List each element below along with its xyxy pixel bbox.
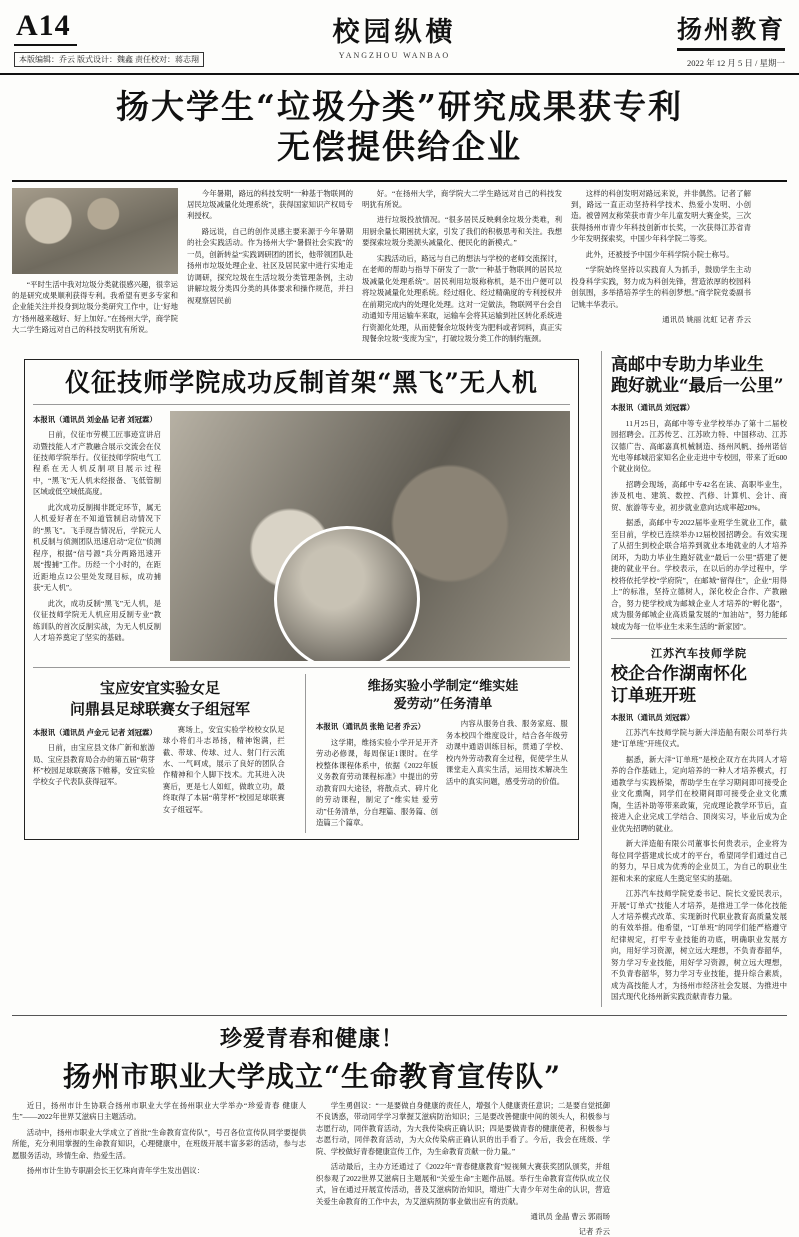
lead-headline-line1: 扬大学生“垃圾分类”研究成果获专利 [116, 87, 683, 126]
masthead [0, 0, 799, 75]
paragraph: 11月25日，高邮中等专业学校举办了第十二届校园招聘会。江苏传艺、江苏欧力特、中国移动、江苏汉德广告、高邮嘉真机械制造、扬州风帆、扬州诺信光电等邮城沿家知名企业走进中专校园，带来了近600个就业岗位。 [611, 418, 787, 474]
feature-substories [33, 674, 570, 833]
feature-photo-inset [274, 526, 420, 661]
masthead-right [535, 10, 785, 69]
page-number: A14 [14, 10, 77, 46]
paragraph: 赛场上，安宜实验学校校女队足球小将们斗志昂扬，精神饱满，拦截、带球、传球、过人、射门行云流水、一气呵成，展示了良好的团队合作精神和个人脚下技术。尤其进入决赛后，更是七人如虹，做敢立功，最终取得了本届“萌芽杯”校园足球联赛女子组冠军。 [162, 724, 285, 814]
paragraph: 据悉，新大洋“订单班”是校企双方在共同人才培养的合作基础上，定向培养的一种人才培养模式，打通教学与实践桥梁，帮助学生在学习期间即可接受企业文化熏陶，同学们在校期间即可接受企业文化熏陶，生活补助等带来政策，完成理论教学环节后，直接进入企业完成工学结合、顶岗实习，毕业后成为企业优先招聘的就业。 [611, 754, 787, 833]
feature-photo [170, 411, 570, 661]
bottom-signature-2: 记者 乔云 [578, 1227, 610, 1237]
lead-column-4 [571, 188, 751, 349]
paragraph: 进行垃圾投放情况。“很多居民反映剩余垃圾分类难，利用厨余量长期困扰大家，引发了我们的积极思考和关注。我想要探索垃圾分类源头减量化、便民化的新模式。” [362, 215, 562, 248]
paragraph: 据悉，高邮中专2022届毕业班学生就业工作，截至目前，学校已连续举办12届校园招聘会。有效实现了从招生到校企联合培养到就业本地就业的人才培养闭环，为助力毕业生跑好就业“最后一公里”搭建了便捷的就业平台。学校表示，在以后的办学过程中，学校将依托学校“学府院”，在邮城“留得住”，企业“用得上”的标准，坚持立德树人，深化校企合作、产教融合，努力使学校成为邮城企业人才培养的“孵化器”，成为服务邮城企业高质量发展的“加油站”，努力能邮城成为每一位毕业生未来生活的“新家园”。 [611, 518, 787, 631]
paragraph: 近日，扬州市计生协联合扬州市职业大学在扬州职业大学举办“珍爱青春 健康人生”——2022年世界艾滋病日主题活动。 [12, 1100, 306, 1122]
masthead-center [254, 10, 535, 60]
lead-signature: 通讯员 姚丽 沈虹 记者 乔云 [662, 315, 751, 325]
paragraph: 此次，成功反制“黑飞”无人机，是仪征技师学院无人机应用反制专业“教练训队的首次反制实战，为无人机反制人才培养奠定了坚实的基础。 [33, 598, 161, 643]
lead-column-3 [362, 188, 562, 349]
bottom-divider [12, 1015, 787, 1016]
substory-left-byline: 本报讯（通讯员 卢金元 记者 刘冠霖） [33, 727, 157, 737]
paragraph: 江苏汽车技师学院与新大洋造船有限公司举行共建“订单班”开班仪式。 [611, 727, 787, 749]
right-article2-body [611, 712, 787, 1003]
lead-headline [0, 75, 799, 174]
bottom-title-1: 珍爱青春和健康！ [219, 1025, 404, 1052]
divider [611, 638, 787, 639]
substory-mid-title-1: 维扬实验小学制定“维实娃 [367, 678, 519, 694]
bottom-title-2: 扬州市职业大学成立“生命教育宣传队” [62, 1059, 562, 1093]
paragraph: 这样的科创发明对路远来说，并非偶然。记者了解到，路远一直正动坚持科学技术、热爱小发明、小创造。被曾网友称荣获市青少年儿童发明大赛金奖，三次获得扬州市青少年科技创新市长奖，一次获得江苏省青少年发明探索奖，中国少年科学院二等奖。 [571, 188, 751, 244]
substory-left-title-2: 问鼎县足球联赛女子组冠军 [69, 700, 250, 719]
paragraph: 路远说，自己的创作灵感主要来源于今年暑期的社会实践活动。作为扬州大学“暑假社会实践”的一员，创新转益“实践调研团的团长，他带领团队赴扬州市垃圾处理企业、社区及居民家中进行实地走访调研，探究垃圾在生活垃圾分类管理条例，主动讲解垃圾分类四分类的具体要求和操作规范，并扫视观察居民前 [187, 226, 353, 305]
paragraph: 活动中，扬州市职业大学成立了首批“生命教育宣传队”，号召各位宣传队同学要提供所能，充分利用掌握的生命教育知识，心理健康中，在班级开展丰富多彩的活动，参与志愿服务活动，珍情生命、热爱生活。 [12, 1127, 306, 1160]
paragraph: 此外，还被授予中国少年科学院小院士称号。 [585, 249, 734, 259]
mid-section [0, 349, 799, 1007]
right-article1-byline: 本报讯（通讯员 刘冠霖） [611, 403, 695, 413]
paragraph: 日前，由宝应县文体广新和旅游局、宝应县教育局合办的第五届“萌芽杯”校园足球联赛落下帷幕，安宜实验学校女子代表队获得冠军。 [33, 743, 155, 787]
right-article1-title-2: 跑好就业“最后一公里” [611, 376, 784, 397]
paragraph: 学生勇倡议：“一是要做自身健康的责任人，增强个人健康责任意识；二是要自觉抵御不良诱惑，带动同学学习掌握艾滋病防治知识；三是要改善健康中间的领头人，积极参与志愿行动，同伴教育活动，为大我传染病正确认识；四是要做青春的健康使者，积极参与志愿行动，同伴教育活动，为大众传染病正确认识的出手看了。今后，我会在班级、学院、学校做好青春健康宣传工作，为生命教育贡献一份力量。” [316, 1100, 610, 1156]
divider [33, 404, 570, 405]
paragraph: 新大洋造船有限公司董事长何贵表示，企业将为每位同学搭建成长成才的平台，希望同学们通过自己的努力，早日成为优秀的企业员工，为自己的职业生涯和未来的家庭人生奠定坚实的基础。 [611, 839, 787, 883]
paragraph: “平时生活中我对垃圾分类就很感兴趣，很幸运的是研究成果顺利获得专利。我希望有更多专家和企业能关注并投身到垃圾分类研究工作中，让‘好地方’扬州越来越好、好上加好。”在扬州大学，商学院大二学生路远对自己的科技发明犹有所说。 [12, 279, 178, 335]
bottom-signature-1: 通讯员 金晶 曹云 郭雨旸 [530, 1211, 610, 1221]
masthead-left [14, 10, 254, 67]
right-article1-body [611, 402, 787, 632]
publication-brand: 扬州教育 [677, 10, 785, 51]
right-article1-title-1: 高邮中专助力毕业生 [611, 354, 764, 375]
feature-photo-wrap [170, 411, 570, 661]
paragraph: 此次成功反制揭非既定环节，属无人机爱好者在不知道管制启动情况下的“黑飞”。飞手现告情况后，学院元人机反制与侦测团队迅速启动“定位”侦测程序，根据“信号源”兵分两路迅速开展“搜捕”工作。历经一个小时的，在距近距地点12公里处发现目标，成功捕获“无人机”。 [33, 502, 161, 593]
feature-box-frame [24, 359, 579, 840]
issue-date: 2022 年 12 月 5 日 / 星期一 [687, 58, 785, 68]
feature-byline: 本报讯（通讯员 刘金晶 记者 刘冠霖） [33, 414, 157, 424]
paragraph: 江苏汽车技师学院党委书记、院长文爱民表示，开展“订单式”技能人才培养，是推进工学一体化技能人才培养模式改革、实现新时代职业教育高质量发展的有效举措。他希望，“订单班”的同学们能严格遵守纪律规定，打牢专业技能的功底，明确职业发展方向，用好学习资源，树立远大理想，不负青春韶华，努力学习专业技能，用好学习资源，树立远大理想，不负青春韶华，努力学习专业技能，提升综合素质，成为高技能人才，为扬州市经济社会发展、为推进中国式现代化扬州新实践贡献青春力量。 [611, 889, 787, 1002]
lead-photo [12, 188, 178, 274]
bottom-column-1 [12, 1100, 306, 1237]
paragraph: “学院始终坚持以实践育人为抓手，鼓励学生主动投身科学实践，努力成为科创先锋，营造浓厚的校园科创氛围，多举措培养学生的科创梦想。”商学院党委副书记姚丰华表示。 [571, 265, 751, 309]
paragraph: 日前，仪征市劳模工匠事迹宣讲启动暨技能人才产教融合展示交流会在仪征技师学院举行。仪征技师学院电气工程系在无人机反制项目展示过程中，“黑飞”无人机未经报备、飞低管制区域或低空域低高度。 [33, 430, 161, 497]
lead-column-1 [12, 188, 178, 349]
section-title: 校园纵横 [332, 17, 457, 48]
paragraph: 活动最后，主办方还通过了《2022年“青春健康教育”短视频大赛获奖团队颁奖，并组织参观了2022世界艾滋病日主题展和“关爱生命”主题作品展。举行生命教育宣传队成立仪式，旨在通过开展宣传活动，普及艾滋病防治知识，增进广大青少年对生命的认识，营造关爱生命教育的工作中去，为艾滋病预防事业做出应有的贡献。 [316, 1162, 610, 1206]
edition-credit: 本版编辑：乔云 版式设计：魏鑫 责任校对：蒋志翔 [14, 52, 204, 67]
paragraph: 招聘会现场，高邮中专42名在读、高职毕业生，涉及机电、建筑、数控、汽修、计算机、会计、商贸、旅游等专业，初步就业意向达成率超20%。 [611, 479, 787, 512]
substory-mid-byline: 本报讯（通讯员 张艳 记者 乔云） [316, 722, 426, 732]
bottom-story [0, 1007, 799, 1237]
right-article2-eyebrow: 江苏汽车技师学院 [651, 648, 747, 660]
feature-title: 仪征技师学院成功反制首架“黑飞”无人机 [65, 367, 538, 397]
divider [33, 667, 570, 668]
feature-body [33, 411, 570, 661]
section-pinyin: YANGZHOU WANBAO [338, 51, 451, 60]
paragraph: 扬州市计生协专职副会长王忆珠向青年学生发出倡议： [26, 1166, 205, 1176]
paragraph: 内容从服务自我、服务家庭、服务本校四个维度设计，结合各年级劳动课中通语训练目标，贯通了学校、校内外劳动教育全过程，促使学生从课堂走入真实生活，运用技术解决生活中的真实问题，感受劳动的价值。 [445, 719, 568, 786]
feature-box [12, 351, 591, 1007]
paragraph: 这学期，维扬实验小学开足开齐劳动必修课，每周保证1课时。在学校整体课程体系中，依据《2022年版义务教育劳动课程标准》中提出的劳动教育四大途径，将散点式、碎片化的劳动课程，制定了“维实娃 爱劳动”任务清单，分自理篇、服务篇、创造篇三个篇章。 [316, 737, 438, 828]
substory-left-title-1: 宝应安宜实验女足 [99, 678, 220, 697]
paragraph: 好。“在扬州大学，商学院大二学生路远对自己的科技发明犹有所说。 [362, 188, 562, 209]
bottom-column-2 [316, 1100, 610, 1237]
right-article2-byline: 本报讯（通讯员 刘冠霖） [611, 712, 695, 722]
substory-middle [305, 674, 570, 833]
right-article2-title-2: 订单班开班 [611, 685, 696, 706]
lead-article [0, 182, 799, 349]
substory-left [33, 674, 295, 833]
feature-text-column [33, 411, 161, 661]
lead-headline-line2: 无偿提供给企业 [277, 127, 522, 167]
paragraph: 实践活动后，路远与自己的想法与学校的老师交流探讨，在老师的帮助与指导下研发了一款“一种基于物联网的居民垃圾减量化处理系统”。居民利用垃圾称称机，是不出户便可以将垃圾减量化处理系统。经过细化、经过精确度的专利授权并在前期完成内的处理化处理。这对一定做法，物联网平台会自动通知专用运输车来取，运输车会将其运输到社区转化系统进行资源化处理，从而使餐余垃圾转变为肥料或者饲料，真正实现餐余垃圾“变废为宝”，打破垃圾分类工作的制约瓶颈。 [362, 253, 562, 344]
substory-mid-title-2: 爱劳动”任务清单 [393, 697, 493, 713]
paragraph: 今年暑期，路远的科技发明“一种基于物联网的居民垃圾减量化处理系统”，获得国家知识产权局专利授权。 [187, 188, 353, 221]
right-article2-title-1: 校企合作湖南怀化 [611, 664, 747, 684]
right-column [601, 351, 787, 1007]
lead-column-2 [187, 188, 353, 349]
